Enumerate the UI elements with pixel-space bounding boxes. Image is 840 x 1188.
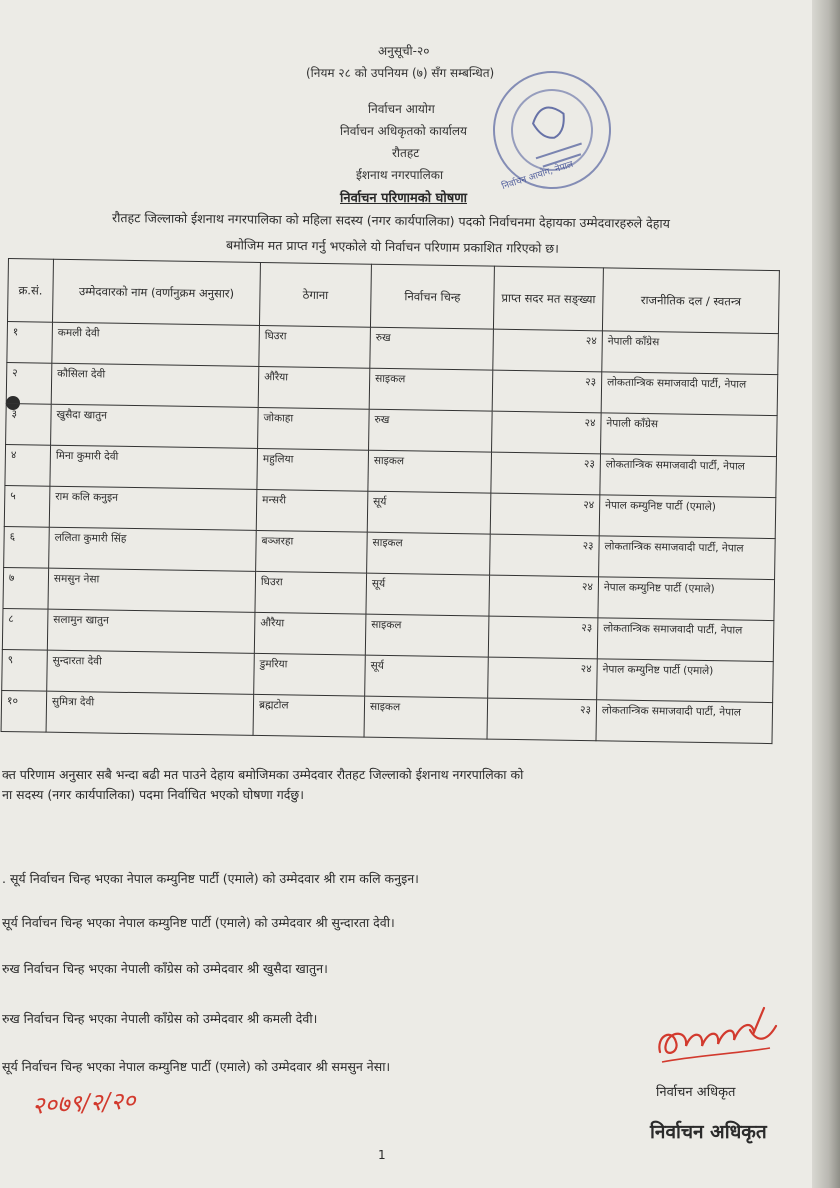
officer-label: निर्वाचन अधिकृत: [656, 1085, 736, 1100]
cell-votes: २३: [490, 534, 600, 577]
cell-votes: २४: [489, 575, 599, 618]
cell-votes: २३: [492, 370, 602, 413]
cell-party: नेपाली काँग्रेस: [600, 413, 777, 457]
cell-sn: १: [7, 322, 53, 364]
cell-address: डुमरिया: [254, 653, 366, 696]
cell-votes: २३: [487, 698, 597, 741]
cell-name: सलामुन खातुन: [47, 609, 255, 653]
intro-line-2: बमोजिम मत प्राप्त गर्नु भएकोले यो निर्वाचन परिणाम प्रकाशित गरिएको छ।: [225, 237, 559, 256]
cell-name: खुसैदा खातुन: [51, 404, 259, 448]
cell-address: औरैया: [254, 612, 366, 655]
cell-sn: ५: [4, 485, 50, 527]
cell-sn: ७: [3, 567, 49, 609]
header-symbol: निर्वाचन चिन्ह: [370, 264, 494, 329]
cell-name: समसुन नेसा: [48, 568, 256, 612]
winner-item: सूर्य निर्वाचन चिन्ह भएका नेपाल कम्युनिष्ट पार्टी (एमाले) को उम्मेदवार श्री सुन्दारता देवी।: [2, 915, 395, 930]
officer-stamp: निर्वाचन अधिकृत: [650, 1121, 767, 1143]
declaration-line-1: क्त परिणाम अनुसार सबै भन्दा बढी मत पाउने देहाय बमोजिमका उम्मेदवार रौतहट जिल्लाको ईशनाथ नगरपालिका को: [2, 767, 524, 782]
cell-party: नेपाली काँग्रेस: [602, 331, 779, 375]
header-sn: क्र.सं.: [8, 259, 54, 323]
cell-party: लोकतान्त्रिक समाजवादी पार्टी, नेपाल: [596, 700, 773, 744]
cell-sn: ६: [4, 526, 50, 568]
cell-party: लोकतान्त्रिक समाजवादी पार्टी, नेपाल: [597, 618, 774, 662]
cell-symbol: साइकल: [364, 696, 488, 739]
cell-symbol: साइकल: [368, 450, 492, 493]
cell-party: नेपाल कम्युनिष्ट पार्टी (एमाले): [597, 659, 774, 703]
cell-name: मिना कुमारी देवी: [50, 445, 258, 489]
cell-address: ब्रह्मटोल: [253, 694, 365, 737]
schedule-label: अनुसूची-२०: [378, 44, 430, 58]
cell-sn: २: [6, 362, 52, 404]
cell-name: कमली देवी: [52, 322, 260, 366]
cell-symbol: साइकल: [367, 532, 491, 575]
cell-sn: ४: [5, 444, 51, 486]
cell-address: बञ्जरहा: [256, 530, 368, 573]
header-votes: प्राप्त सदर मत सङ्ख्या: [493, 266, 603, 331]
cell-party: नेपाल कम्युनिष्ट पार्टी (एमाले): [598, 577, 775, 621]
winner-item: सूर्य निर्वाचन चिन्ह भएका नेपाल कम्युनिष्ट पार्टी (एमाले) को उम्मेदवार श्री समसुन नेसा।: [2, 1059, 391, 1074]
header-name: उम्मेदवारको नाम (वर्णानुक्रम अनुसार): [52, 259, 260, 325]
office-line-municipality: ईशनाथ नगरपालिका: [356, 168, 444, 182]
cell-party: लोकतान्त्रिक समाजवादी पार्टी, नेपाल: [601, 372, 778, 416]
cell-party: लोकतान्त्रिक समाजवादी पार्टी, नेपाल: [599, 536, 776, 580]
cell-symbol: सूर्य: [365, 655, 489, 698]
cell-votes: २४: [492, 411, 602, 454]
cell-party: नेपाल कम्युनिष्ट पार्टी (एमाले): [599, 495, 776, 539]
seal-text: निर्वाचन आयोग, नेपाल: [500, 159, 575, 193]
winner-item: . सूर्य निर्वाचन चिन्ह भएका नेपाल कम्युनिष्ट पार्टी (एमाले) को उम्मेदवार श्री राम कलि कनुइन।: [2, 871, 419, 886]
cell-address: जोकाहा: [258, 407, 370, 450]
results-table: [1, 258, 780, 744]
winner-item: रुख निर्वाचन चिन्ह भएका नेपाली काँग्रेस को उम्मेदवार श्री खुसैदा खातुन।: [2, 961, 328, 976]
cell-address: घिउरा: [255, 571, 367, 614]
declaration-line-2: ना सदस्य (नगर कार्यपालिका) पदमा निर्वाचित भएको घोषणा गर्दछु।: [2, 787, 304, 802]
cell-symbol: सूर्य: [366, 573, 490, 616]
handwritten-date: २०७९/२/२०: [31, 1086, 137, 1120]
paper-edge: [812, 0, 840, 1188]
cell-name: राम कलि कनुइन: [49, 486, 257, 530]
page-number: 1: [378, 1148, 386, 1162]
header-address: ठेगाना: [259, 262, 371, 327]
cell-name: कौसिला देवी: [51, 363, 259, 407]
cell-votes: २३: [491, 452, 601, 495]
cell-address: महुलिया: [257, 448, 369, 491]
cell-address: घिउरा: [259, 325, 371, 368]
rule-reference: (नियम २८ को उपनियम (७) सँग सम्बन्धित): [306, 66, 495, 80]
cell-symbol: रुख: [369, 409, 493, 452]
cell-address: औरैया: [258, 366, 370, 409]
cell-votes: २३: [488, 616, 598, 659]
page-title: निर्वाचन परिणामको घोषणा: [340, 191, 467, 206]
cell-name: सुमित्रा देवी: [46, 691, 254, 735]
cell-name: सुन्दारता देवी: [47, 650, 255, 694]
cell-symbol: साइकल: [365, 614, 489, 657]
winner-item: रुख निर्वाचन चिन्ह भएका नेपाली काँग्रेस को उम्मेदवार श्री कमली देवी।: [2, 1011, 318, 1026]
cell-symbol: सूर्य: [367, 491, 491, 534]
cell-sn: १०: [1, 690, 47, 732]
intro-line-1: रौतहट जिल्लाको ईशनाथ नगरपालिका को महिला सदस्य (नगर कार्यपालिका) पदको निर्वाचनमा देहायका उम्मेदवारहरुले देहाय: [111, 210, 671, 231]
office-line-commission: निर्वाचन आयोग: [368, 102, 435, 116]
cell-votes: २४: [490, 493, 600, 536]
header-party: राजनीतिक दल / स्वतन्त्र: [602, 268, 779, 334]
cell-address: मन्सरी: [256, 489, 368, 532]
cell-sn: ९: [2, 649, 48, 691]
cell-party: लोकतान्त्रिक समाजवादी पार्टी, नेपाल: [600, 454, 777, 498]
cell-votes: २४: [493, 329, 603, 372]
cell-votes: २४: [488, 657, 598, 700]
office-line-district: रौतहट: [392, 146, 420, 160]
signature-scribble: [652, 1000, 782, 1068]
cell-name: ललिता कुमारी सिंह: [49, 527, 257, 571]
office-line-officer: निर्वाचन अधिकृतको कार्यालय: [340, 124, 467, 138]
cell-symbol: साइकल: [369, 368, 493, 411]
cell-sn: ८: [2, 608, 48, 650]
cell-sn: ३: [6, 403, 52, 445]
cell-symbol: रुख: [370, 327, 494, 370]
